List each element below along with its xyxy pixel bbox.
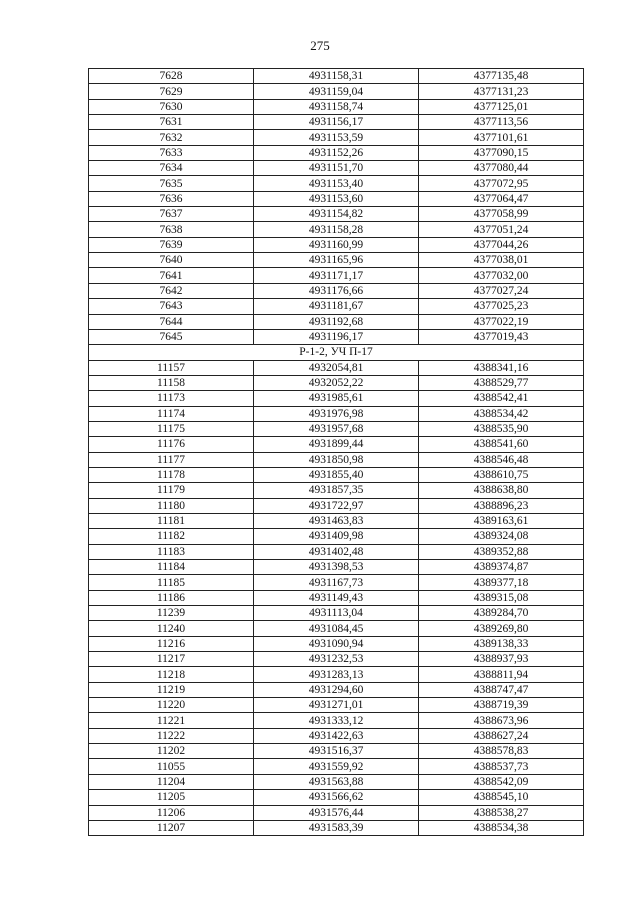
- x-coordinate-cell: 4931899,44: [254, 437, 419, 452]
- y-coordinate-cell: 4389284,70: [419, 606, 584, 621]
- point-number-cell: 7628: [89, 69, 254, 84]
- table-row: [89, 790, 584, 805]
- section-heading: Р-1-2, УЧ П-17: [89, 345, 584, 360]
- y-coordinate-cell: 4388811,94: [419, 667, 584, 682]
- y-coordinate-cell: 4377019,43: [419, 329, 584, 344]
- point-number-cell: 11207: [89, 820, 254, 835]
- x-coordinate-cell: 4932054,81: [254, 360, 419, 375]
- point-number-cell: 11221: [89, 713, 254, 728]
- y-coordinate-cell: 4377090,15: [419, 145, 584, 160]
- point-number-cell: 7644: [89, 314, 254, 329]
- x-coordinate-cell: 4931113,04: [254, 606, 419, 621]
- y-coordinate-cell: 4388542,09: [419, 774, 584, 789]
- y-coordinate-cell: 4388529,77: [419, 375, 584, 390]
- x-coordinate-cell: 4931294,60: [254, 682, 419, 697]
- x-coordinate-cell: 4931232,53: [254, 652, 419, 667]
- x-coordinate-cell: 4931090,94: [254, 636, 419, 651]
- y-coordinate-cell: 4377032,00: [419, 268, 584, 283]
- table-row: [89, 759, 584, 774]
- table-row: [89, 513, 584, 528]
- y-coordinate-cell: 4377027,24: [419, 283, 584, 298]
- point-number-cell: 11205: [89, 790, 254, 805]
- point-number-cell: 11220: [89, 698, 254, 713]
- x-coordinate-cell: 4931084,45: [254, 621, 419, 636]
- x-coordinate-cell: 4931976,98: [254, 406, 419, 421]
- table-row: [89, 329, 584, 344]
- table-row: [89, 375, 584, 390]
- point-number-cell: 11184: [89, 560, 254, 575]
- x-coordinate-cell: 4931398,53: [254, 560, 419, 575]
- x-coordinate-cell: 4931152,26: [254, 145, 419, 160]
- table-row: [89, 820, 584, 835]
- y-coordinate-cell: 4388535,90: [419, 421, 584, 436]
- table-row: [89, 452, 584, 467]
- x-coordinate-cell: 4931402,48: [254, 544, 419, 559]
- x-coordinate-cell: 4931985,61: [254, 391, 419, 406]
- point-number-cell: 7632: [89, 130, 254, 145]
- y-coordinate-cell: 4388719,39: [419, 698, 584, 713]
- y-coordinate-cell: 4389374,87: [419, 560, 584, 575]
- y-coordinate-cell: 4388534,38: [419, 820, 584, 835]
- table-row: [89, 145, 584, 160]
- x-coordinate-cell: 4932052,22: [254, 375, 419, 390]
- table-row: [89, 253, 584, 268]
- coordinates-table-body: [89, 69, 584, 836]
- table-row: [89, 314, 584, 329]
- y-coordinate-cell: 4388546,48: [419, 452, 584, 467]
- table-row: [89, 529, 584, 544]
- point-number-cell: 11177: [89, 452, 254, 467]
- table-row: [89, 621, 584, 636]
- table-row: [89, 467, 584, 482]
- y-coordinate-cell: 4388537,73: [419, 759, 584, 774]
- x-coordinate-cell: 4931576,44: [254, 805, 419, 820]
- point-number-cell: 11183: [89, 544, 254, 559]
- x-coordinate-cell: 4931192,68: [254, 314, 419, 329]
- table-row: [89, 115, 584, 130]
- y-coordinate-cell: 4388545,10: [419, 790, 584, 805]
- point-number-cell: 7630: [89, 99, 254, 114]
- y-coordinate-cell: 4377072,95: [419, 176, 584, 191]
- x-coordinate-cell: 4931957,68: [254, 421, 419, 436]
- table-row: [89, 283, 584, 298]
- point-number-cell: 11216: [89, 636, 254, 651]
- point-number-cell: 11222: [89, 728, 254, 743]
- point-number-cell: 7640: [89, 253, 254, 268]
- x-coordinate-cell: 4931167,73: [254, 575, 419, 590]
- x-coordinate-cell: 4931463,83: [254, 513, 419, 528]
- y-coordinate-cell: 4389269,80: [419, 621, 584, 636]
- x-coordinate-cell: 4931181,67: [254, 299, 419, 314]
- coordinates-table: [88, 68, 584, 836]
- point-number-cell: 11174: [89, 406, 254, 421]
- x-coordinate-cell: 4931158,28: [254, 222, 419, 237]
- table-row: [89, 437, 584, 452]
- x-coordinate-cell: 4931855,40: [254, 467, 419, 482]
- table-row: [89, 744, 584, 759]
- x-coordinate-cell: 4931583,39: [254, 820, 419, 835]
- point-number-cell: 7633: [89, 145, 254, 160]
- table-row: [89, 590, 584, 605]
- y-coordinate-cell: 4388673,96: [419, 713, 584, 728]
- x-coordinate-cell: 4931563,88: [254, 774, 419, 789]
- x-coordinate-cell: 4931516,37: [254, 744, 419, 759]
- point-number-cell: 7642: [89, 283, 254, 298]
- point-number-cell: 11204: [89, 774, 254, 789]
- y-coordinate-cell: 4389138,33: [419, 636, 584, 651]
- x-coordinate-cell: 4931158,31: [254, 69, 419, 84]
- point-number-cell: 7639: [89, 237, 254, 252]
- y-coordinate-cell: 4389324,08: [419, 529, 584, 544]
- x-coordinate-cell: 4931722,97: [254, 498, 419, 513]
- y-coordinate-cell: 4377038,01: [419, 253, 584, 268]
- y-coordinate-cell: 4377058,99: [419, 207, 584, 222]
- x-coordinate-cell: 4931171,17: [254, 268, 419, 283]
- point-number-cell: 11179: [89, 483, 254, 498]
- table-row: [89, 84, 584, 99]
- point-number-cell: 11176: [89, 437, 254, 452]
- point-number-cell: 11173: [89, 391, 254, 406]
- x-coordinate-cell: 4931559,92: [254, 759, 419, 774]
- table-row: [89, 667, 584, 682]
- table-row: [89, 207, 584, 222]
- x-coordinate-cell: 4931149,43: [254, 590, 419, 605]
- table-row: [89, 728, 584, 743]
- x-coordinate-cell: 4931283,13: [254, 667, 419, 682]
- point-number-cell: 11217: [89, 652, 254, 667]
- y-coordinate-cell: 4377131,23: [419, 84, 584, 99]
- page-number: 275: [310, 38, 330, 53]
- point-number-cell: 11185: [89, 575, 254, 590]
- y-coordinate-cell: 4377080,44: [419, 161, 584, 176]
- y-coordinate-cell: 4389163,61: [419, 513, 584, 528]
- table-row: [89, 268, 584, 283]
- point-number-cell: 11219: [89, 682, 254, 697]
- x-coordinate-cell: 4931271,01: [254, 698, 419, 713]
- point-number-cell: 11175: [89, 421, 254, 436]
- table-row: [89, 406, 584, 421]
- table-row: [89, 805, 584, 820]
- table-row: [89, 652, 584, 667]
- x-coordinate-cell: 4931422,63: [254, 728, 419, 743]
- x-coordinate-cell: 4931153,59: [254, 130, 419, 145]
- point-number-cell: 11206: [89, 805, 254, 820]
- table-row: [89, 774, 584, 789]
- y-coordinate-cell: 4388896,23: [419, 498, 584, 513]
- x-coordinate-cell: 4931153,60: [254, 191, 419, 206]
- x-coordinate-cell: 4931153,40: [254, 176, 419, 191]
- y-coordinate-cell: 4388542,41: [419, 391, 584, 406]
- table-row: [89, 191, 584, 206]
- point-number-cell: 7641: [89, 268, 254, 283]
- table-row: [89, 69, 584, 84]
- table-row: [89, 130, 584, 145]
- table-row: [89, 544, 584, 559]
- y-coordinate-cell: 4388747,47: [419, 682, 584, 697]
- point-number-cell: 7636: [89, 191, 254, 206]
- point-number-cell: 11218: [89, 667, 254, 682]
- table-row: [89, 575, 584, 590]
- y-coordinate-cell: 4377022,19: [419, 314, 584, 329]
- point-number-cell: 7638: [89, 222, 254, 237]
- point-number-cell: 11239: [89, 606, 254, 621]
- table-row: [89, 682, 584, 697]
- y-coordinate-cell: 4388638,80: [419, 483, 584, 498]
- point-number-cell: 11202: [89, 744, 254, 759]
- table-row: [89, 99, 584, 114]
- x-coordinate-cell: 4931160,99: [254, 237, 419, 252]
- y-coordinate-cell: 4388937,93: [419, 652, 584, 667]
- table-row: [89, 606, 584, 621]
- table-row: [89, 222, 584, 237]
- point-number-cell: 7635: [89, 176, 254, 191]
- x-coordinate-cell: 4931154,82: [254, 207, 419, 222]
- table-row: [89, 483, 584, 498]
- x-coordinate-cell: 4931176,66: [254, 283, 419, 298]
- y-coordinate-cell: 4377064,47: [419, 191, 584, 206]
- y-coordinate-cell: 4377135,48: [419, 69, 584, 84]
- point-number-cell: 11158: [89, 375, 254, 390]
- point-number-cell: 7629: [89, 84, 254, 99]
- point-number-cell: 11240: [89, 621, 254, 636]
- y-coordinate-cell: 4388534,42: [419, 406, 584, 421]
- y-coordinate-cell: 4377044,26: [419, 237, 584, 252]
- x-coordinate-cell: 4931850,98: [254, 452, 419, 467]
- point-number-cell: 11186: [89, 590, 254, 605]
- y-coordinate-cell: 4377025,23: [419, 299, 584, 314]
- point-number-cell: 11180: [89, 498, 254, 513]
- table-row: [89, 636, 584, 651]
- x-coordinate-cell: 4931196,17: [254, 329, 419, 344]
- x-coordinate-cell: 4931857,35: [254, 483, 419, 498]
- x-coordinate-cell: 4931409,98: [254, 529, 419, 544]
- y-coordinate-cell: 4377125,01: [419, 99, 584, 114]
- point-number-cell: 11178: [89, 467, 254, 482]
- point-number-cell: 7643: [89, 299, 254, 314]
- point-number-cell: 7645: [89, 329, 254, 344]
- table-row: [89, 498, 584, 513]
- section-heading-row: [89, 345, 584, 360]
- y-coordinate-cell: 4377101,61: [419, 130, 584, 145]
- table-row: [89, 421, 584, 436]
- x-coordinate-cell: 4931151,70: [254, 161, 419, 176]
- y-coordinate-cell: 4389352,88: [419, 544, 584, 559]
- x-coordinate-cell: 4931165,96: [254, 253, 419, 268]
- table-row: [89, 161, 584, 176]
- x-coordinate-cell: 4931158,74: [254, 99, 419, 114]
- table-row: [89, 237, 584, 252]
- table-row: [89, 713, 584, 728]
- x-coordinate-cell: 4931333,12: [254, 713, 419, 728]
- table-row: [89, 560, 584, 575]
- y-coordinate-cell: 4388578,83: [419, 744, 584, 759]
- x-coordinate-cell: 4931159,04: [254, 84, 419, 99]
- point-number-cell: 7634: [89, 161, 254, 176]
- y-coordinate-cell: 4388538,27: [419, 805, 584, 820]
- x-coordinate-cell: 4931566,62: [254, 790, 419, 805]
- y-coordinate-cell: 4377051,24: [419, 222, 584, 237]
- point-number-cell: 11181: [89, 513, 254, 528]
- y-coordinate-cell: 4388341,16: [419, 360, 584, 375]
- y-coordinate-cell: 4388541,60: [419, 437, 584, 452]
- table-row: [89, 176, 584, 191]
- y-coordinate-cell: 4389377,18: [419, 575, 584, 590]
- y-coordinate-cell: 4388627,24: [419, 728, 584, 743]
- y-coordinate-cell: 4389315,08: [419, 590, 584, 605]
- y-coordinate-cell: 4377113,56: [419, 115, 584, 130]
- point-number-cell: 7631: [89, 115, 254, 130]
- table-row: [89, 299, 584, 314]
- point-number-cell: 7637: [89, 207, 254, 222]
- table-row: [89, 391, 584, 406]
- x-coordinate-cell: 4931156,17: [254, 115, 419, 130]
- table-row: [89, 698, 584, 713]
- point-number-cell: 11157: [89, 360, 254, 375]
- point-number-cell: 11182: [89, 529, 254, 544]
- point-number-cell: 11055: [89, 759, 254, 774]
- table-row: [89, 360, 584, 375]
- y-coordinate-cell: 4388610,75: [419, 467, 584, 482]
